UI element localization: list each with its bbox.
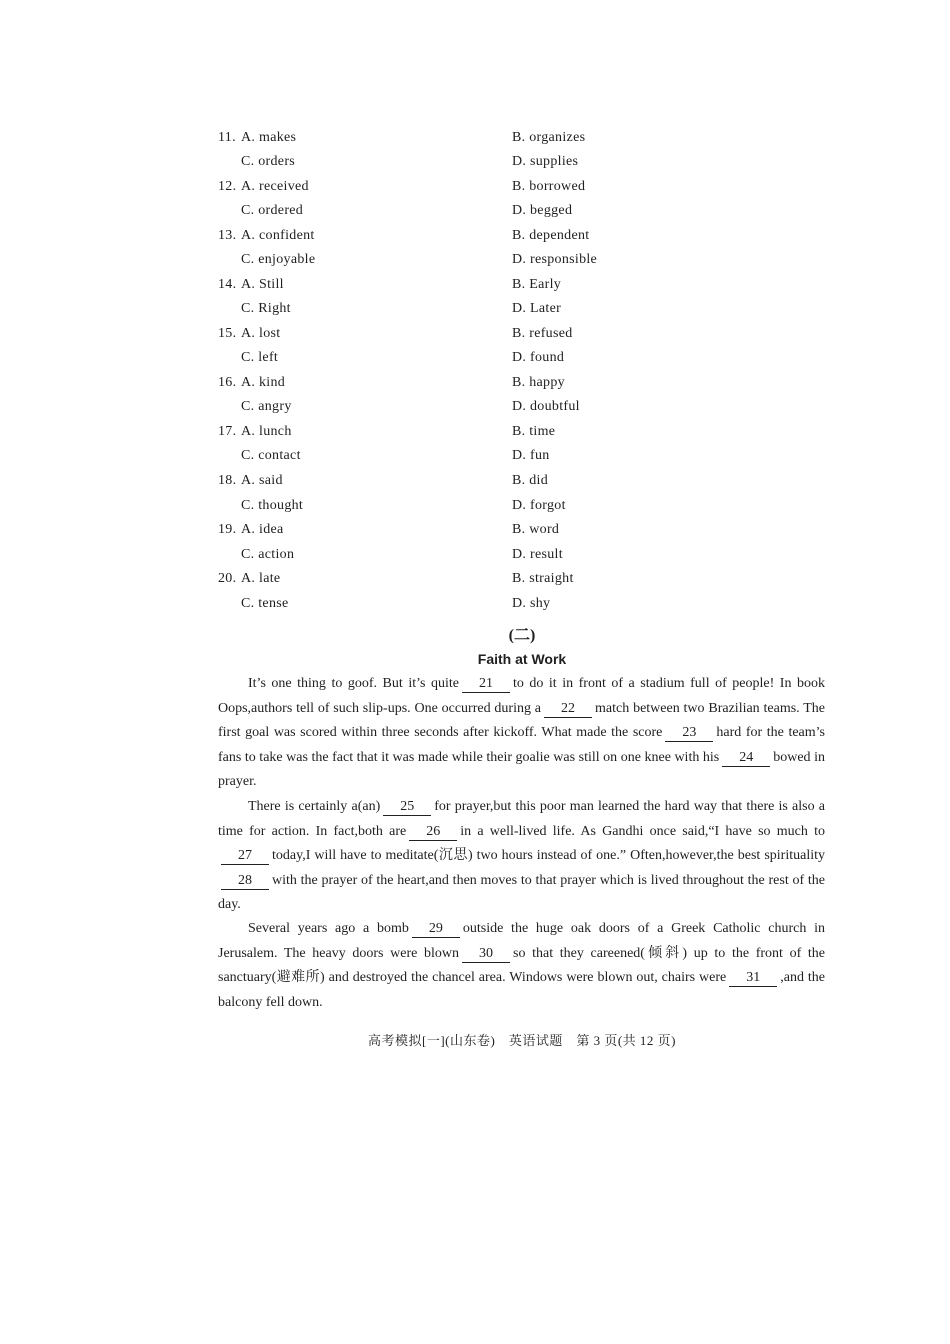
question-number: 11.: [218, 130, 236, 145]
passage-text: with the prayer of the heart,and then moves to that prayer which is lived throughout the rest of the day.: [218, 872, 825, 913]
passage-text: match between two Brazilian teams. The first goal was scored within three seconds after kickoff. What made the score: [218, 700, 826, 741]
option-b: B. did: [512, 473, 549, 488]
blank-28: 28: [221, 873, 269, 890]
option-d: D. Later: [512, 301, 562, 316]
paragraph-3: [218, 917, 825, 1015]
question-number: 15.: [218, 326, 237, 341]
paragraph-2: [218, 795, 825, 918]
passage-text: outside the huge oak doors of a Greek Catholic church in Jerusalem. The heavy doors were blown: [218, 921, 825, 961]
option-b: B. organizes: [512, 130, 586, 145]
option-c: C. thought: [241, 498, 304, 513]
option-d: D. shy: [512, 596, 551, 611]
article-title: Faith at Work: [477, 651, 567, 667]
option-b: B. word: [512, 522, 560, 537]
blank-23: 23: [665, 725, 713, 742]
option-c: C. tense: [241, 596, 289, 611]
option-c: C. Right: [241, 301, 291, 316]
option-a: A. lunch: [241, 424, 292, 439]
blank-31: 31: [729, 970, 777, 987]
passage-text: today,I will have to meditate(沉思) two hours instead of one.” Often,however,the best spirituality: [272, 848, 825, 864]
question-number: 20.: [218, 571, 237, 586]
page-footer: 高考模拟[一](山东卷) 英语试题 第 3 页(共 12 页): [368, 1033, 676, 1048]
passage-text: hard for the team’s fans to take was the fact that it was made while their goalie was still on one knee with his: [218, 725, 825, 765]
passage-text: Several years ago a bomb: [248, 921, 409, 936]
option-a: A. late: [241, 571, 281, 586]
question-number: 17.: [218, 424, 237, 439]
blank-30: 30: [462, 946, 510, 963]
option-a: A. said: [241, 473, 283, 488]
option-d: D. found: [512, 350, 565, 365]
option-d: D. begged: [512, 203, 573, 218]
passage-text: It’s one thing to goof. But it’s quite: [248, 676, 459, 691]
question-number: 14.: [218, 277, 237, 292]
option-a: A. idea: [241, 522, 284, 537]
option-c: C. angry: [241, 399, 292, 414]
blank-27: 27: [221, 848, 269, 865]
option-a: A. lost: [241, 326, 281, 341]
option-a: A. kind: [241, 375, 286, 390]
question-number: 12.: [218, 179, 237, 194]
blank-25: 25: [383, 799, 431, 816]
option-d: D. supplies: [512, 154, 579, 169]
option-a: A. makes: [241, 130, 297, 145]
passage-text: to do it in front of a stadium full of people! In book Oops,authors tell of such slip-ups. One occurred during a: [218, 676, 825, 716]
option-b: B. borrowed: [512, 179, 586, 194]
question-number: 18.: [218, 473, 237, 488]
passage-text: for prayer,but this poor man learned the hard way that there is also a time for action. In fact,both are: [218, 799, 825, 839]
option-d: D. doubtful: [512, 399, 580, 414]
blank-26: 26: [409, 824, 457, 841]
option-a: A. Still: [241, 277, 284, 292]
option-b: B. straight: [512, 571, 574, 586]
question-number: 19.: [218, 522, 237, 537]
question-number: 16.: [218, 375, 237, 390]
blank-29: 29: [412, 921, 460, 938]
paragraph-1: [218, 672, 825, 795]
option-c: C. contact: [241, 448, 301, 463]
option-a: A. received: [241, 179, 309, 194]
option-b: B. refused: [512, 326, 573, 341]
option-c: C. ordered: [241, 203, 304, 218]
question-number: 13.: [218, 228, 237, 243]
section-title: (二): [508, 627, 536, 644]
option-b: B. happy: [512, 375, 565, 390]
option-c: C. left: [241, 350, 279, 365]
option-b: B. dependent: [512, 228, 590, 243]
option-d: D. fun: [512, 448, 550, 463]
option-c: C. enjoyable: [241, 252, 316, 267]
blank-22: 22: [544, 701, 592, 718]
option-c: C. action: [241, 547, 295, 562]
passage-text: so that they careened(倾斜) up to the front of the sanctuary(避难所) and destroyed the chancel area. Windows were blown out, chairs were: [218, 945, 826, 986]
option-d: D. result: [512, 547, 563, 562]
passage-text: There is certainly a(an): [248, 799, 381, 814]
passage-text: in a well-lived life. As Gandhi once said,“I have so much to: [460, 823, 825, 839]
option-d: D. responsible: [512, 252, 598, 267]
blank-21: 21: [462, 676, 510, 693]
passage-text: bowed in prayer.: [218, 749, 825, 790]
blank-24: 24: [722, 750, 770, 767]
option-a: A. confident: [241, 228, 315, 243]
option-b: B. Early: [512, 277, 562, 292]
option-c: C. orders: [241, 154, 296, 169]
option-d: D. forgot: [512, 498, 566, 513]
option-b: B. time: [512, 424, 556, 439]
passage-text: ,and the balcony fell down.: [218, 970, 825, 1010]
